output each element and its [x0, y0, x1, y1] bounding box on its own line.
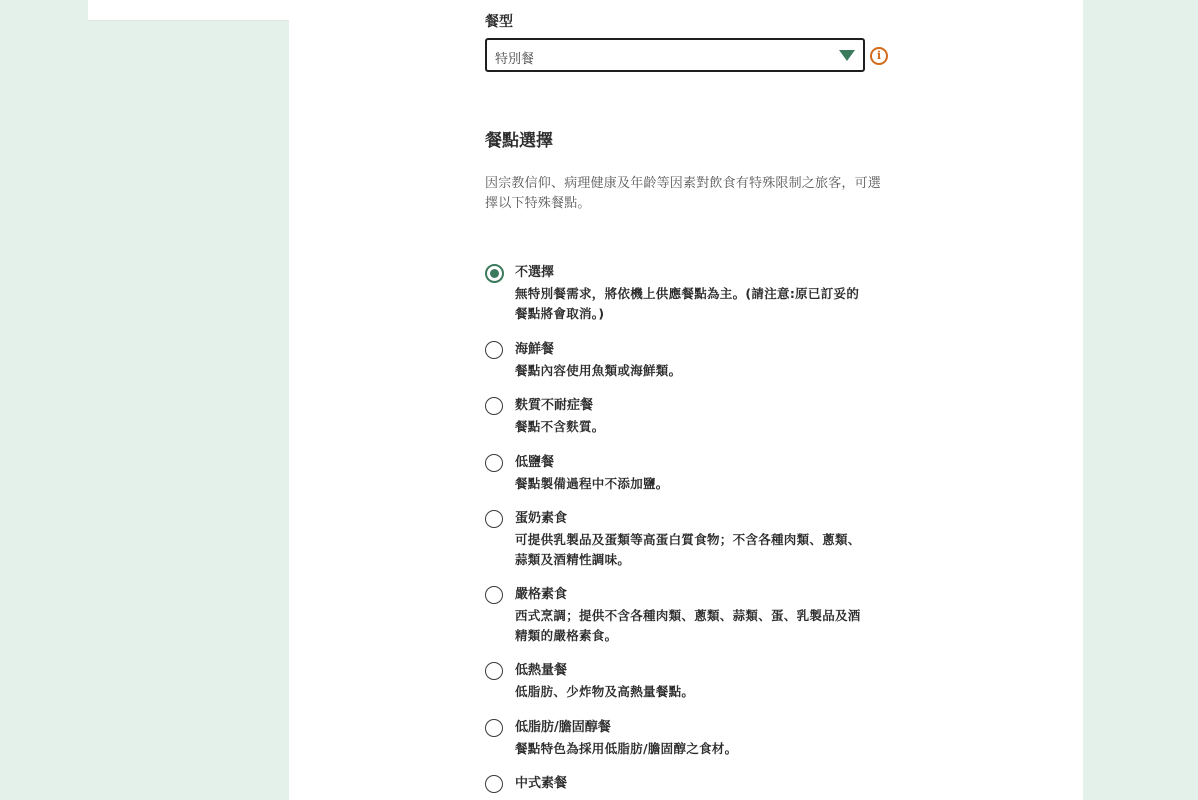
radio-button[interactable]	[485, 510, 503, 528]
meal-option-title: 低熱量餐	[515, 663, 568, 678]
meal-option-title: 海鮮餐	[515, 342, 555, 357]
radio-button[interactable]	[485, 397, 503, 415]
chevron-down-icon	[839, 50, 855, 61]
meal-option-title: 低鹽餐	[515, 455, 555, 470]
meal-option-description: 餐點不含麩質。	[515, 419, 605, 434]
main-panel	[289, 0, 1083, 800]
info-circle-icon[interactable]: i	[870, 47, 888, 65]
meal-option-title: 不選擇	[515, 265, 555, 280]
meal-type-label: 餐型	[485, 14, 513, 30]
radio-button[interactable]	[485, 775, 503, 793]
section-description: 因宗教信仰、病理健康及年齡等因素對飲食有特殊限制之旅客，可選擇以下特殊餐點。	[485, 176, 882, 211]
meal-option-description: 低脂肪、少炸物及高熱量餐點。	[515, 684, 695, 699]
meal-option-description: 餐點製備過程中不添加鹽。	[515, 476, 669, 491]
section-title: 餐點選擇	[485, 131, 553, 151]
meal-type-selected-value: 特別餐	[495, 52, 535, 67]
meal-option-title: 麩質不耐症餐	[515, 398, 594, 413]
meal-option-description: 餐點特色為採用低脂肪/膽固醇之食材。	[515, 741, 738, 756]
radio-button[interactable]	[485, 662, 503, 680]
meal-option-title: 中式素餐	[515, 776, 568, 791]
radio-button[interactable]	[485, 586, 503, 604]
meal-option-description: 餐點內容使用魚類或海鮮類。	[515, 363, 682, 378]
radio-button[interactable]	[485, 341, 503, 359]
radio-button[interactable]	[485, 719, 503, 737]
meal-option-description: 可提供乳製品及蛋類等高蛋白質食物；不含各種肉類、蔥類、蒜類及酒精性調味。	[515, 532, 861, 567]
meal-option-description: 無特別餐需求，將依機上供應餐點為主。(請注意:原已訂妥的餐點將會取消。)	[515, 286, 860, 321]
radio-button[interactable]	[485, 454, 503, 472]
radio-button[interactable]	[485, 264, 504, 283]
meal-option-title: 低脂肪/膽固醇餐	[515, 720, 611, 735]
meal-option-title: 蛋奶素食	[515, 511, 568, 526]
meal-type-select[interactable]	[485, 38, 865, 72]
meal-option-title: 嚴格素食	[515, 587, 568, 602]
meal-option-description: 西式烹調；提供不含各種肉類、蔥類、蒜類、蛋、乳製品及酒精類的嚴格素食。	[515, 608, 861, 643]
sidebar-card	[88, 0, 289, 21]
